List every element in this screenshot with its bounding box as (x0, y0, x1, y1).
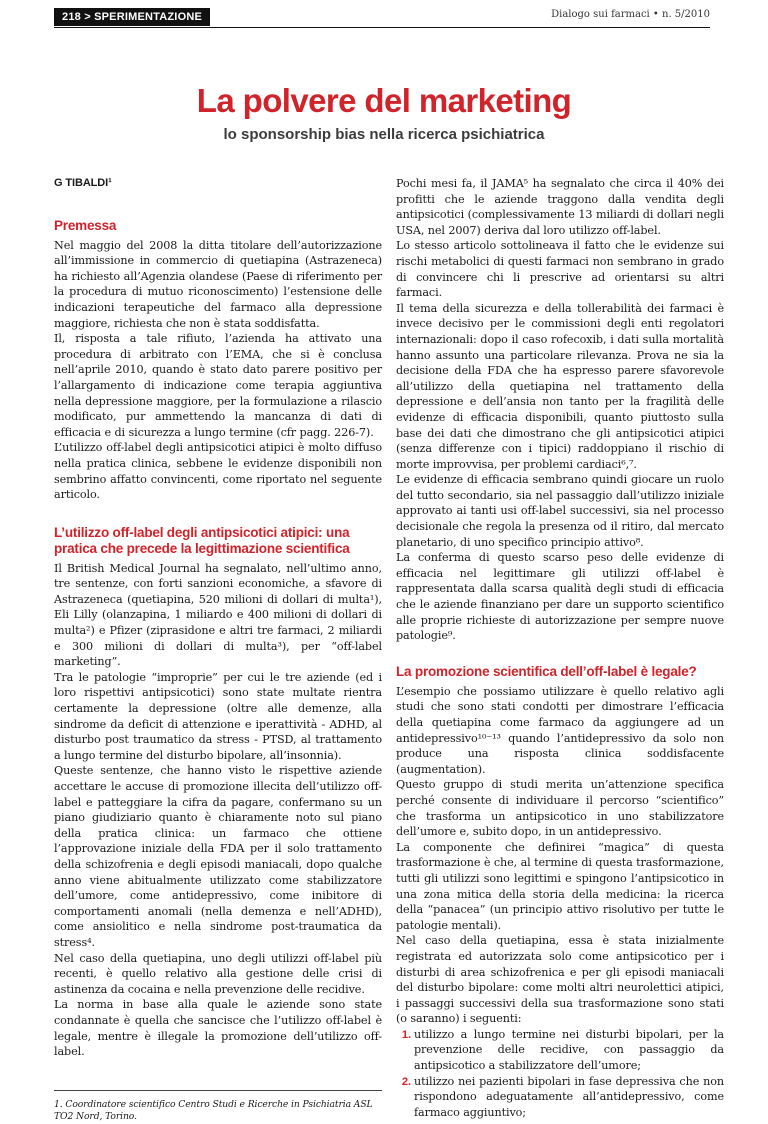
heading-promozione-scientifica: La promozione scientifica dell’off-label è legale? (396, 663, 697, 679)
paragraph: Questo gruppo di studi merita un’attenzione specifica perché consente di individuare il percorso “scientifico” che trasforma un antipsicotico in uno stabilizzatore dell’umore e, subito dopo, in un antidepressivo. (396, 778, 724, 839)
paragraph: La componente che definirei “magica” di questa trasformazione è che, al termine di questa trasformazione, tutti gli utilizzi sono legittimi e spingono l’antipsicotico in una zona mitica della storia della medicina: la ricerca della “panacea” (un principio attivo risolutivo per tutte le patologie mentali). (396, 840, 724, 932)
paragraph: La conferma di questo scarso peso delle evidenze di efficacia nel legittimare gli utilizzi off-label è rappresentata dalla scarsa qualità degli studi di efficacia che le aziende finanziano per dare un supporto scientifico alle proprie richieste di autorizzazione per sempre nuove patologie⁹. (396, 551, 724, 643)
paragraph: Tra le patologie “improprie” per cui le tre aziende (ed i loro rispettivi antipsicotici) sono state multate rientra certamente la depressione (oltre alle demenze, alla sindrome da deficit di attenzione e iperattività - ADHD, al disturbo post traumatico da stress - PTSD, al trattamento a lungo termine del disturbo bipolare, all’insonnia). (54, 670, 382, 762)
header-rule (54, 27, 710, 28)
paragraph: Nel maggio del 2008 la ditta titolare dell’autorizzazione all’immissione in commercio di quetiapina (Astrazeneca) ha richiesto all’Agenzia olandese (Paese di riferimento per la procedura di mutuo riconoscimento) l’estensione delle indicazioni terapeutiche del farmaco alla depressione maggiore, richiesta che non è stata soddisfatta. (54, 238, 382, 330)
paragraph: La norma in base alla quale le aziende sono state condannate è quella che sancisce che l’utilizzo off-label è legale, mentre è illegale la promozione dell’utilizzo off-label. (54, 998, 382, 1059)
heading-premessa: Premessa (54, 217, 117, 233)
paragraph: Pochi mesi fa, il JAMA⁵ ha segnalato che circa il 40% dei profitti che le aziende traggono dalla vendita degli antipsicotici (complessivamente 13 miliardi di dollari negli USA, nel 2007) deriva dal loro utilizzo off-label. (396, 177, 724, 237)
footnote: 1. Coordinatore scientifico Centro Studi e Ricerche in Psichiatria ASL TO2 Nord, Torino. (54, 1098, 373, 1123)
paragraph: Nel caso della quetiapina, essa è stata inizialmente registrata ed autorizzata solo come antipsicotico per i disturbi di area schizofrenica e per gli episodi maniacali del disturbo bipolare: come molti altri neurolettici atipici, i passaggi successivi della sua trasformazione sono stati (o saranno) i seguenti: (396, 934, 724, 1026)
paragraph: Il tema della sicurezza e della tollerabilità dei farmaci è invece decisivo per le commissioni degli enti regolatori internazionali: dopo il caso rofecoxib, i dati sulla mortalità hanno assunto una particolare rilevanza. Prova ne sia la decisione della FDA che ha espresso parere sfavorevole all’utilizzo della quetiapina nel trattamento della depressione e dell’ansia non tanto per la fragilità delle evidenze di efficacia disponibili, quanto piuttosto sulla base dei dati che dimostrano che gli antipsicotici atipici (senza differenze con i tipici) raddoppiano il rischio di morte improvvisa, per problemi cardiaci⁶,⁷. (396, 301, 724, 471)
footnote-rule (54, 1090, 382, 1091)
left-column (54, 176, 382, 1124)
heading-utilizzo-off-label: L’utilizzo off-label degli antipsicotici atipici: una pratica che precede la legittimazione scientifica (54, 524, 350, 556)
numbered-list (396, 1027, 724, 1121)
article-subtitle: lo sponsorship bias nella ricerca psichiatrica (223, 126, 545, 143)
list-item: 1. utilizzo a lungo termine nei disturbi bipolari, per la prevenzione delle recidive, con passaggio da antipsicotico a stabilizzatore dell’umore; (414, 1027, 724, 1074)
paragraph: Nel caso della quetiapina, uno degli utilizzi off-label più recenti, è quello relativo alla gestione delle crisi di astinenza da cocaina e nella prevenzione delle recidive. (54, 951, 382, 996)
paragraph: L’utilizzo off-label degli antipsicotici atipici è molto diffuso nella pratica clinica, sebbene le evidenze disponibili non sembrino affatto convincenti, come riportato nel seguente articolo. (54, 441, 382, 502)
article-title: La polvere del marketing (196, 82, 572, 119)
paragraph: Il, risposta a tale rifiuto, l’azienda ha attivato una procedura di arbitrato con l’EMA, che si è conclusa nell’aprile 2010, quando è stato dato parere positivo per l’allargamento di indicazione come terapia aggiuntiva nella depressione maggiore, per la formulazione a rilascio modificato, pur ammettendo la mancanza di dati di efficacia e di sicurezza a lungo termine (cfr pagg. 226-7). (54, 332, 382, 439)
paragraph: Queste sentenze, che hanno visto le rispettive aziende accettare le accuse di promozione illecita dell’utilizzo off-label e patteggiare la cifra da pagare, confermano su un piano giudiziario quanto è chiaramente noto sul piano della pratica clinica: un farmaco che ottiene l’approvazione iniziale della FDA per il solo trattamento della schizofrenia e degli episodi maniacali, dopo qualche anno viene abitualmente utilizzato come stabilizzatore dell’umore, come antidepressivo, come inibitore di comportamenti anomali (nella demenza e nell’ADHD), come ansiolitico e nella sindrome post-traumatica da stress⁴. (54, 764, 382, 949)
right-column (396, 176, 724, 1120)
paragraph: L’esempio che possiamo utilizzare è quello relativo agli studi che sono stati condotti per dimostrare l’efficacia della quetiapina come farmaco da aggiungere ad un antidepressivo¹⁰⁻¹³ quando l’antidepressivo da solo non produce una risposta clinica soddisfacente (augmentation). (396, 684, 724, 776)
paragraph: Le evidenze di efficacia sembrano quindi giocare un ruolo del tutto secondario, sia nel passaggio dall’utilizzo iniziale approvato ai tanti usi off-label successivi, sia nel processo decisionale che regola la presenza od il ritiro, dal mercato planetario, di uno specifico principio attivo⁸. (396, 473, 724, 549)
paragraph: Il British Medical Journal ha segnalato, nell’ultimo anno, tre sentenze, con forti sanzioni economiche, a sfavore di Astrazeneca (quetiapina, 520 milioni di dollari di multa¹), Eli Lilly (olanzapina, 1 miliardo e 400 milioni di dollari di multa²) e Pfizer (ziprasidone e altri tre farmaci, 2 miliardi e 300 milioni di dollari di multa³), per “off-label marketing”. (54, 561, 382, 669)
author: G TIBALDI¹ (54, 177, 112, 189)
journal-issue: Dialogo sui farmaci • n. 5/2010 (551, 9, 710, 20)
paragraph: Lo stesso articolo sottolineava il fatto che le evidenze sui rischi metabolici di questi farmaci non sembrano in grado di convincere chi li prescrive ad orientarsi su altri farmaci. (396, 239, 724, 300)
section-label: 218 > SPERIMENTAZIONE (54, 8, 210, 26)
list-item: 2. utilizzo nei pazienti bipolari in fase depressiva che non rispondono adeguatamente all’antidepressivo, come farmaco aggiuntivo; (414, 1074, 724, 1121)
